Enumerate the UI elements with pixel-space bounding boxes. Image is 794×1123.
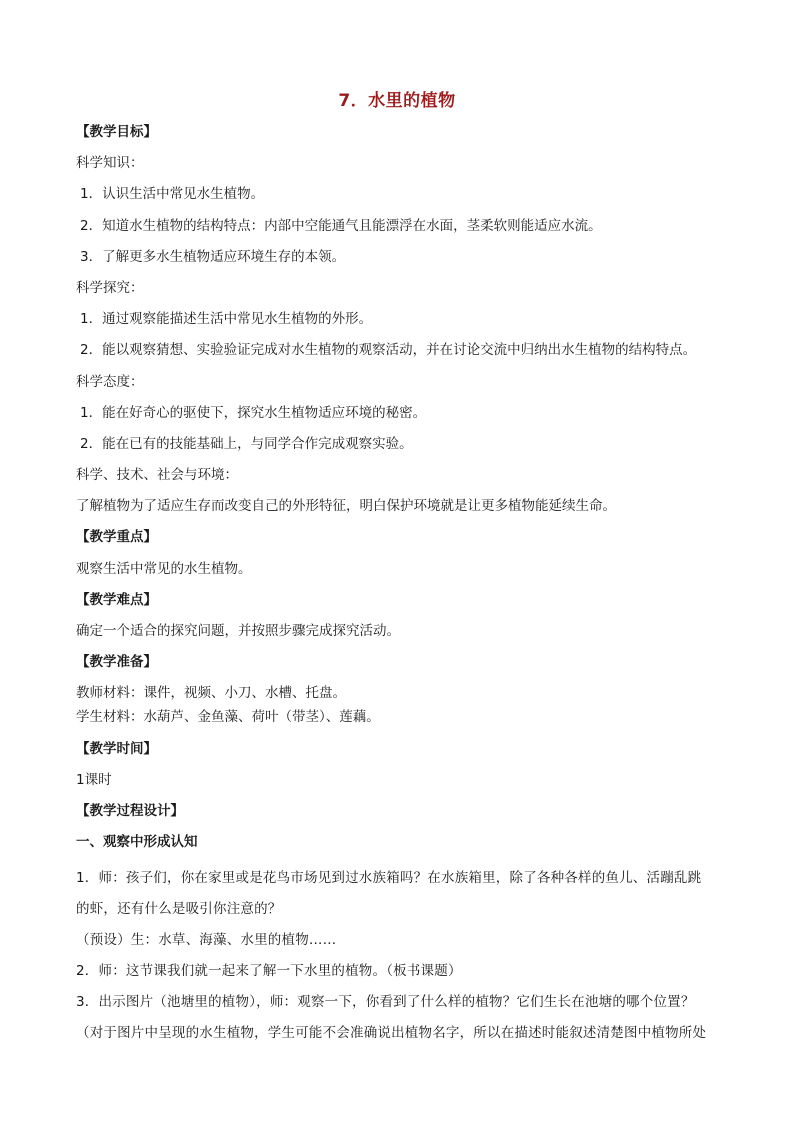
text-line: 科学、技术、社会与环境：	[76, 467, 238, 484]
document-title: 7．水里的植物	[338, 91, 456, 111]
section-heading: 【教学准备】	[76, 654, 157, 671]
text-line: 观察生活中常见的水生植物。	[76, 560, 252, 577]
text-line: 科学探究：	[76, 279, 144, 296]
text-line: 1课时	[76, 771, 112, 788]
text-line: 科学态度：	[76, 373, 144, 390]
text-line: 教师材料：课件，视频、小刀、水槽、托盘。	[76, 685, 346, 702]
section-heading: 【教学难点】	[76, 591, 157, 608]
document-body	[76, 122, 736, 1049]
list-item: 3．了解更多水生植物适应环境生存的本领。	[80, 248, 346, 265]
content-lines	[76, 122, 736, 852]
text-line: 了解植物为了适应生存而改变自己的外形特征，明白保护环境就是让更多植物能延续生命。	[76, 498, 616, 515]
section-heading: 【教学目标】	[76, 124, 157, 140]
text-line: 科学知识：	[76, 155, 144, 172]
list-item: 2．知道水生植物的结构特点：内部中空能通气且能漂浮在水面，茎柔软则能适应水流。	[80, 217, 602, 234]
paragraph-line: （预设）生：水草、海藻、水里的植物……	[76, 932, 337, 949]
list-item: 1．认识生活中常见水生植物。	[80, 186, 265, 203]
paragraph-line: （对于图片中呈现的水生植物，学生可能不会准确说出植物名字，所以在描述时能叙述清楚图中植物所处	[76, 1025, 707, 1042]
section-heading: 【教学过程设计】	[76, 802, 184, 819]
section-heading: 一、观察中形成认知	[76, 834, 198, 851]
paragraph-line: 1．师：孩子们，你在家里或是花鸟市场见到过水族箱吗？在水族箱里，除了各种各样的鱼儿、活蹦乱跳	[76, 870, 702, 887]
lesson-process-text	[76, 863, 736, 1049]
list-item: 2．能在已有的技能基础上，与同学合作完成观察实验。	[80, 435, 413, 452]
list-item: 1．能在好奇心的驱使下，探究水生植物适应环境的秘密。	[80, 404, 427, 421]
paragraph-line: 的虾，还有什么是吸引你注意的？	[76, 901, 282, 918]
section-heading: 【教学时间】	[76, 740, 157, 757]
list-item: 1．通过观察能描述生活中常见水生植物的外形。	[80, 311, 373, 328]
paragraph-line: 3．出示图片（池塘里的植物），师：观察一下，你看到了什么样的植物？它们生长在池塘的哪个位置？	[76, 994, 695, 1011]
text-line: 确定一个适合的探究问题，并按照步骤完成探究活动。	[76, 623, 400, 639]
text-line: 学生材料：水葫芦、金鱼藻、荷叶（带茎）、莲藕。	[76, 709, 380, 726]
list-item: 2．能以观察猜想、实验验证完成对水生植物的观察活动，并在讨论交流中归纳出水生植物的结构特点。	[80, 342, 697, 359]
section-heading: 【教学重点】	[76, 529, 157, 546]
paragraph-line: 2．师：这节课我们就一起来了解一下水里的植物。（板书课题）	[76, 963, 462, 980]
